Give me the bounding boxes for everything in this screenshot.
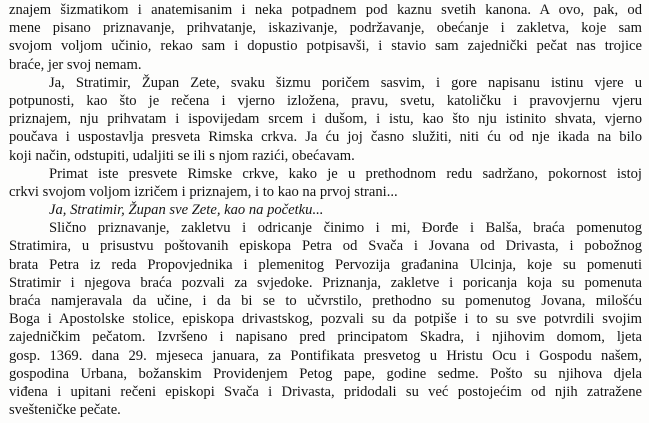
text-line: potpunosti, kao što je rečena i vjerno izložena, pravu, svetu, katoličku i pravovjernu vjeru	[9, 92, 642, 109]
text-line: Stratimir i njegova braća pozvali za svjedoke. Priznanja, zakletve i poricanja koja su pomenuta	[9, 274, 642, 291]
text-line: zajedničkim pečatom. Izvršeno i napisano pred principatom Skadra, i njihovim domom, ljeta	[9, 329, 642, 346]
paragraph-first-line: Slično priznavanje, zakletvu i odricanje činimo i mi, Đorđe i Balša, braća pomenutog	[49, 220, 642, 237]
text-line: Stratimira, u prisustvu poštovanih episkopa Petra od Svača i Jovana od Drivasta, i pobožnog	[9, 238, 642, 255]
paragraph-end-line: svešteničke pečate.	[9, 402, 121, 419]
text-line: gosp. 1369. dana 29. mjeseca januara, za Pontifikata presvetog u Hristu Ocu i Gospodu našem,	[9, 347, 642, 364]
paragraph-end-line: braće, jer svoj nemam.	[9, 56, 142, 73]
text-line: viđena i upitani rečeni episkopi Svača i Drivasta, pridodali su već postojećim od njih zatražene	[9, 383, 642, 400]
text-line: brata Petra iz reda Propovjednika i plemenitog Pervozija građanina Ulcinja, koje su pomenuti	[9, 256, 642, 273]
text-line: braća namjeravala da učine, i da bi se to učvrstilo, prethodno su pomenutog Jovana, milošću	[9, 293, 642, 309]
text-line: mene pisano priznavanje, prihvatanje, iskazivanje, podržavanje, obećanje i zakletva, koje sam	[9, 20, 642, 37]
text-line: znajem šizmatikom i anatemisanim i neka potpadnem pod kaznu svetih kanona. A ovo, pak, od	[9, 2, 642, 18]
italic-signature-line: Ja, Stratimir, Župan sve Zete, kao na početku...	[49, 202, 324, 219]
paragraph-end-line: crkvi svojom voljom izričem i priznajem, i to kao na prvoj strani...	[9, 183, 398, 200]
text-line: poučava i uspostavlja presveta Rimska crkva. Ja ću joj časno služiti, niti ću od nje ikada na bilo	[9, 129, 642, 146]
text-line: svojom voljom učinio, rekao sam i dopustio potpisavši, i stavio sam zajednički pečat nas trojice	[9, 38, 642, 55]
paragraph-first-line: Primat iste presvete Rimske crkve, kako je u prethodnom redu sadržano, pokornost istoj	[49, 165, 642, 182]
text-line: gospodina Urbana, božanskim Providenjem Petog pape, godine sedme. Pošto su njihova djela	[9, 365, 642, 382]
text-line: priznajem, nju prihvatam i ispovijedam srcem i dušom, i istu, kao što nju istinito shvata, vjerno	[9, 111, 642, 128]
paragraph-first-line: Ja, Stratimir, Župan Zete, svaku šizmu poričem sasvim, i gore napisanu istinu vjere u	[49, 74, 642, 91]
paragraph-end-line: koji način, odstupiti, udaljiti se ili s njom razići, obećavam.	[9, 147, 355, 164]
text-line: Boga i Apostolske stolice, episkopa drivastskog, pozvali su da potpiše i to su sve potvrdili svojim	[9, 311, 642, 328]
